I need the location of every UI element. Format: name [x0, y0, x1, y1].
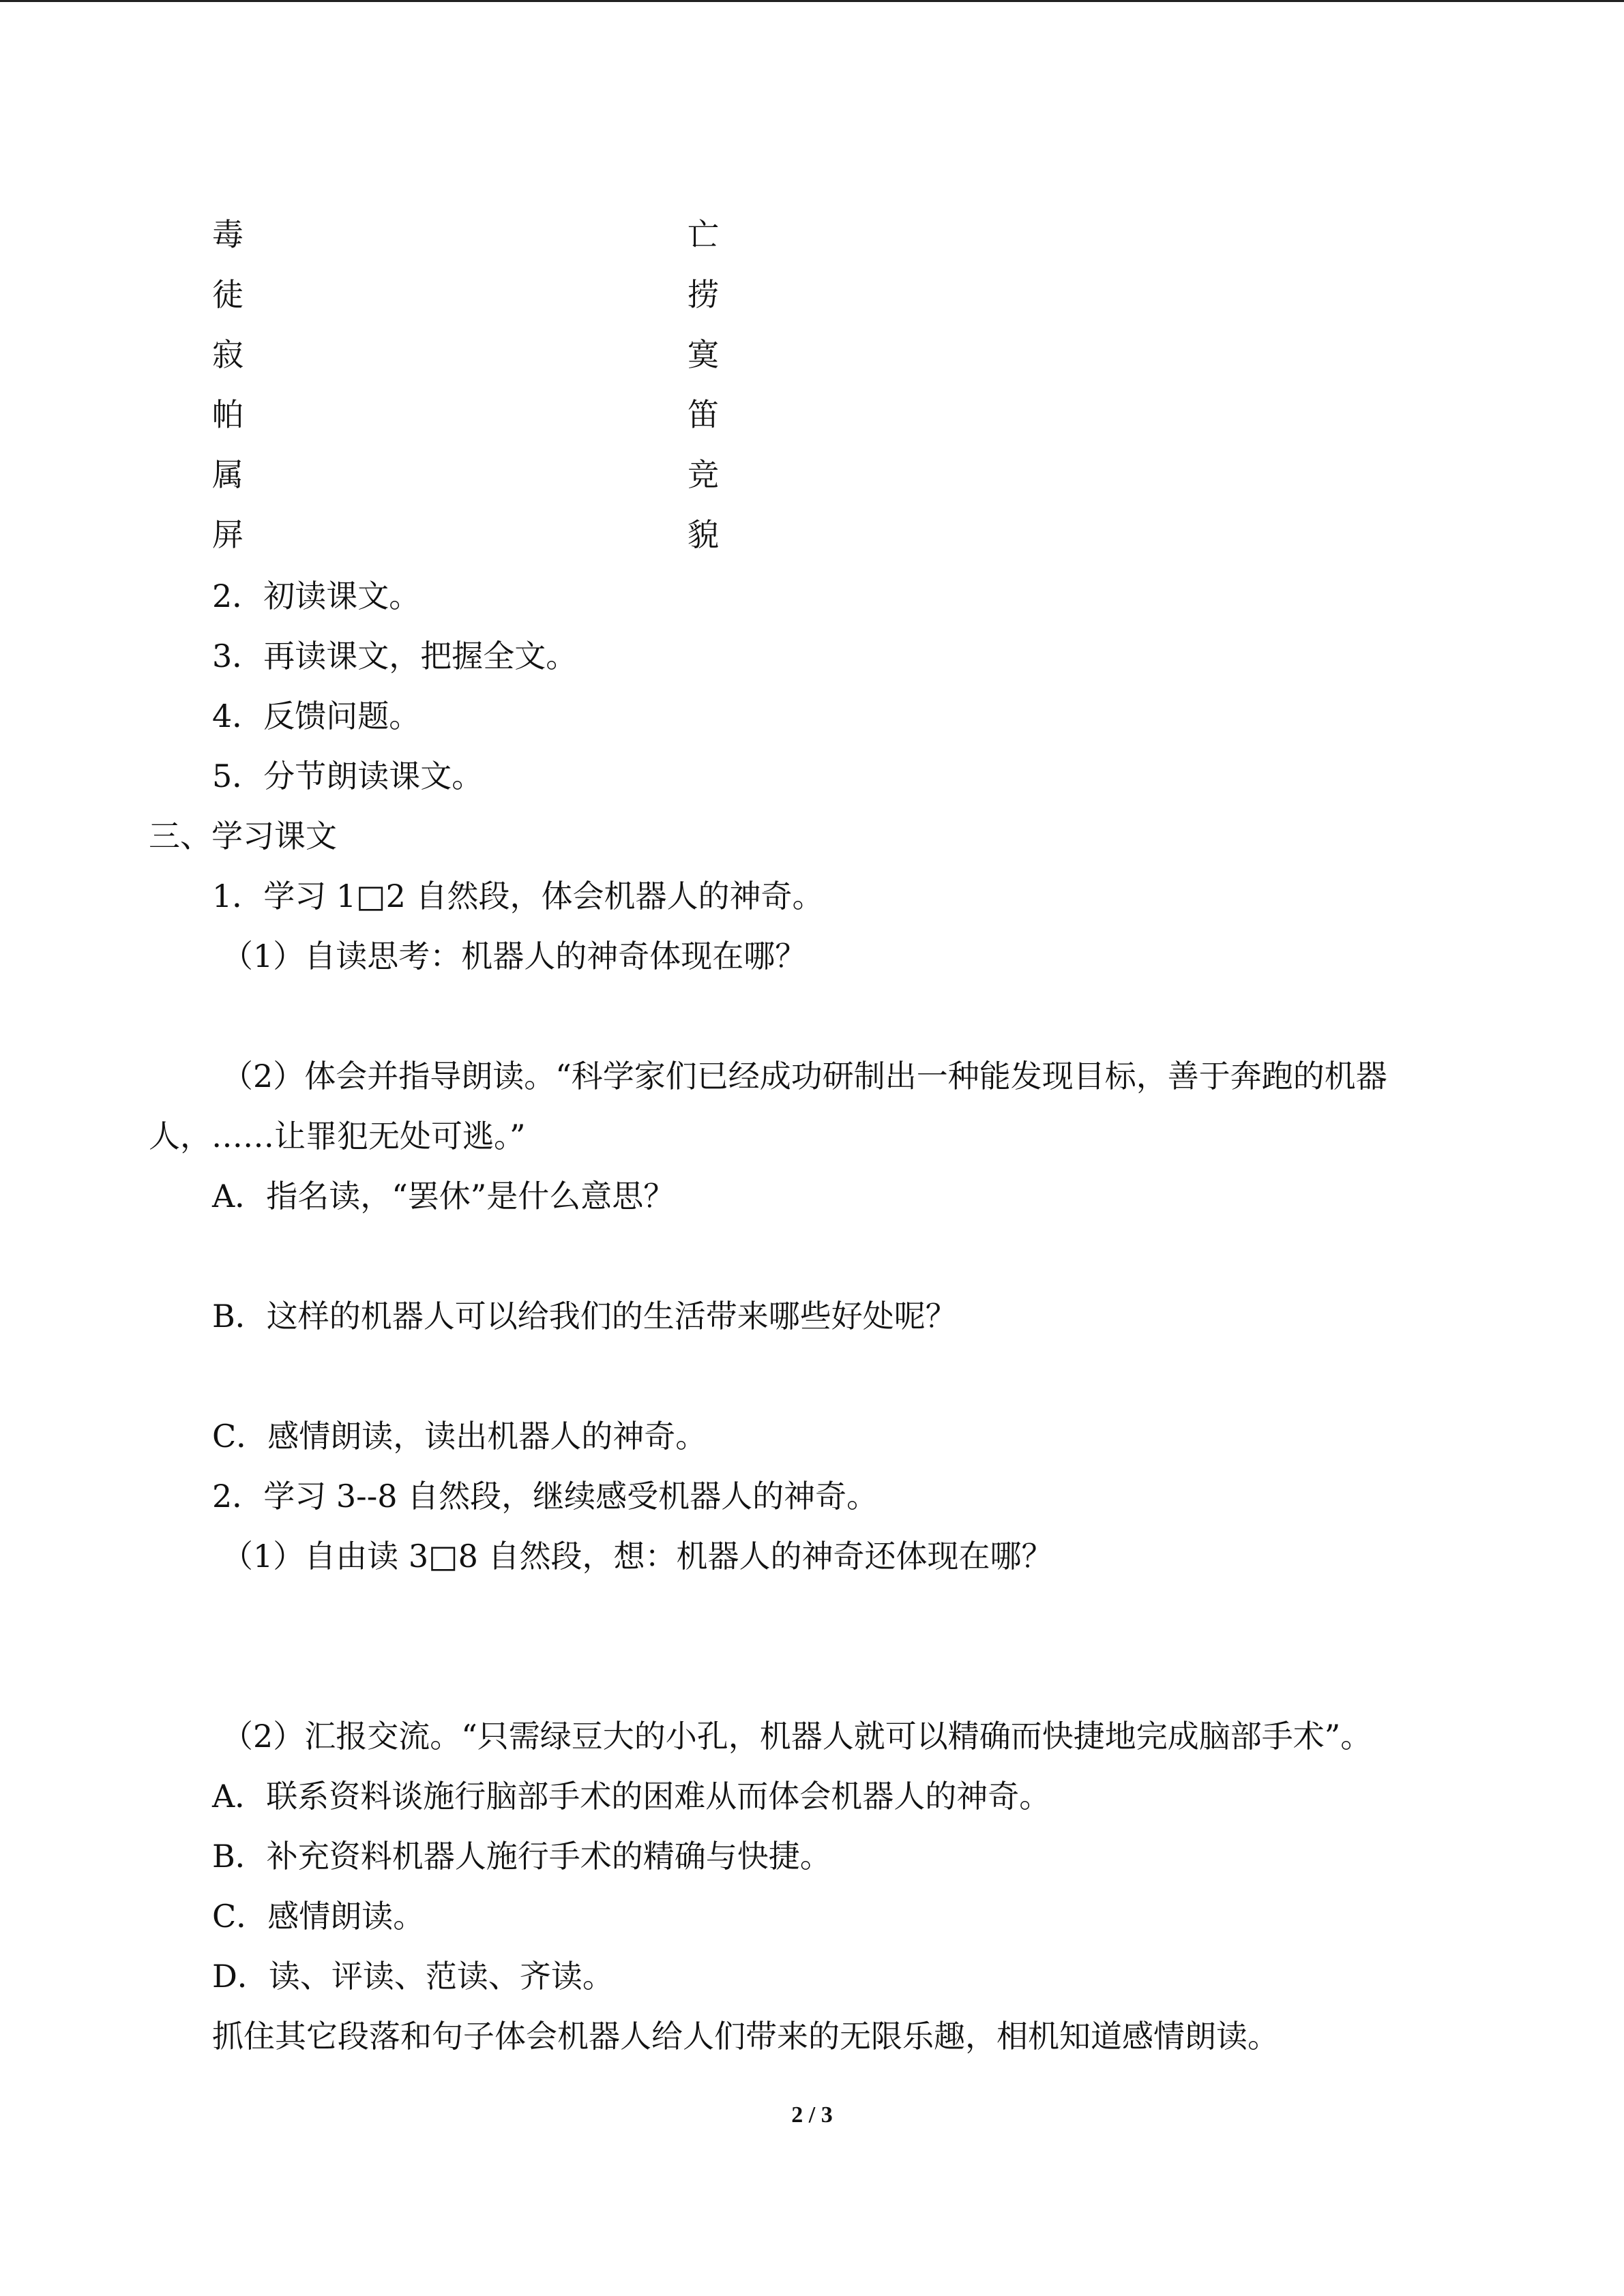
char-right-5: 竞	[688, 456, 719, 493]
item-a-surgery-difficulty: A．联系资料谈施行脑部手术的困难从而体会机器人的神奇。	[212, 1778, 1051, 1815]
char-left-1: 毒	[212, 216, 243, 253]
report-exchange: （2）汇报交流。“只需绿豆大的小孔，机器人就可以精确而快捷地完成脑部手术”。	[222, 1718, 1372, 1755]
free-reading-question: （1）自由读 3□8 自然段，想：机器人的神奇还体现在哪？	[222, 1538, 1053, 1575]
char-right-6: 貌	[688, 516, 719, 553]
char-left-3: 寂	[212, 336, 243, 373]
char-right-4: 笛	[688, 396, 719, 433]
item-b-supplement: B．补充资料机器人施行手术的精确与快捷。	[212, 1838, 831, 1875]
self-reading-question: （1）自读思考：机器人的神奇体现在哪？	[222, 938, 807, 974]
page-top-border	[0, 0, 1624, 2]
step-section-reading: 5．分节朗读课文。	[212, 758, 484, 794]
item-b-benefits: B．这样的机器人可以给我们的生活带来哪些好处呢？	[212, 1298, 957, 1335]
closing-instruction: 抓住其它段落和句子体会机器人给人们带来的无限乐趣，相机知道感情朗读。	[212, 2018, 1279, 2055]
char-left-5: 属	[212, 456, 243, 493]
guided-reading-quote-cont: 人，……让罪犯无处可逃。”	[149, 1118, 526, 1154]
item-c-emotional-reading-2: C．感情朗读。	[212, 1898, 425, 1935]
item-a-meaning: A．指名读，“罢休”是什么意思？	[212, 1178, 675, 1214]
page-number: 2 / 3	[791, 2102, 833, 2128]
study-paragraphs-3-8: 2．学习 3--8 自然段，继续感受机器人的神奇。	[212, 1478, 879, 1515]
char-left-4: 帕	[212, 396, 243, 433]
guided-reading-quote: （2）体会并指导朗读。“科学家们已经成功研制出一种能发现目标，善于奔跑的机器	[222, 1058, 1387, 1094]
char-right-3: 寞	[688, 336, 719, 373]
item-d-reading-methods: D．读、评读、范读、齐读。	[212, 1958, 614, 1995]
char-right-1: 亡	[688, 216, 719, 253]
char-left-2: 徒	[212, 276, 243, 313]
char-right-2: 捞	[688, 276, 719, 313]
section-heading-study: 三、学习课文	[149, 818, 337, 854]
step-reread-text: 3．再读课文，把握全文。	[212, 638, 578, 674]
study-paragraphs-1-2: 1．学习 1□2 自然段，体会机器人的神奇。	[212, 878, 824, 914]
char-left-6: 屏	[212, 516, 243, 553]
item-c-emotional-reading: C．感情朗读，读出机器人的神奇。	[212, 1418, 707, 1455]
step-initial-reading: 2．初读课文。	[212, 578, 421, 614]
step-feedback: 4．反馈问题。	[212, 698, 421, 734]
